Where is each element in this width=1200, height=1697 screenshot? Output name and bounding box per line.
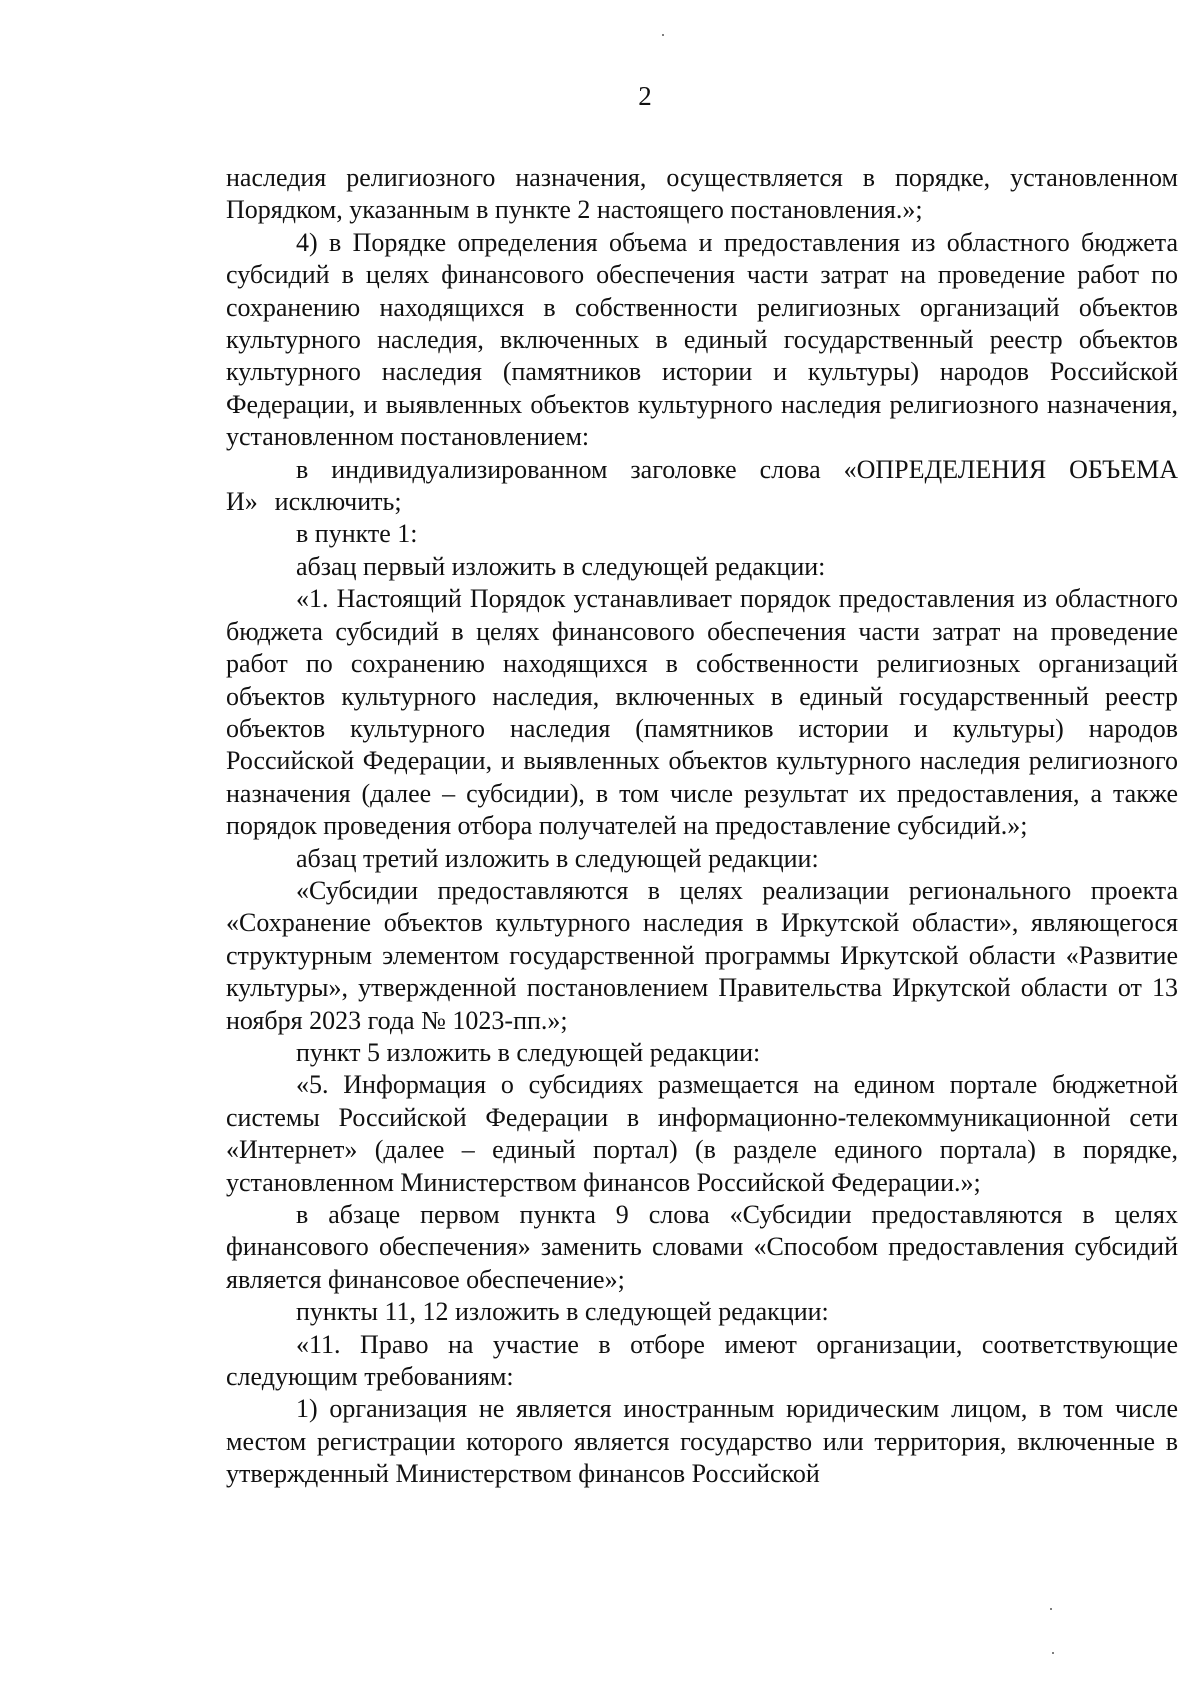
scan-speck [1052, 1652, 1054, 1654]
paragraph-item-4: 4) в Порядке определения объема и предоставления из областного бюджета субсидий в целях финансового обеспечения части затрат на проведение работ по сохранению находящихся в собственности религиозных организаций объектов культурного наследия, включенных в единый государственный реестр объектов культурного наследия (памятников истории и культуры) народов Российской Федерации, и выявленных объектов культурного наследия религиозного назначения, установленном постановлением: [226, 227, 1178, 452]
scan-speck [662, 34, 664, 36]
paragraph-point-1: в пункте 1: [296, 519, 418, 549]
paragraph-quote-1: «1. Настоящий Порядок устанавливает порядок предоставления из областного бюджета субсидий в целях финансового обеспечения части затрат на проведение работ по сохранению находящихся в собственности религиозных организаций объектов культурного наследия, включенных в единый государственный реестр объектов культурного наследия (памятников истории и культуры) народов Российской Федерации, и выявленных объектов культурного наследия религиозного назначения (далее – субсидии), в том числе результат их предоставления, а также порядок проведения отбора получателей на предоставление субсидий.»; [226, 584, 1178, 841]
paragraph-quote-11: «11. Право на участие в отборе имеют организации, соответствующие следующим требованиям: [226, 1329, 1178, 1392]
paragraph-quote-5: «5. Информация о субсидиях размещается на едином портале бюджетной системы Российской Федерации в информационно-телекоммуникационной сети «Интернет» (далее – единый портал) (в разделе единого портала) в порядке, установленном Министерством финансов Российской Федерации.»; [226, 1070, 1178, 1197]
paragraph-point-5: пункт 5 изложить в следующей редакции: [296, 1037, 761, 1067]
page-number: 2 [638, 81, 652, 111]
paragraph-third-abzac: абзац третий изложить в следующей редакции: [296, 843, 819, 873]
paragraph-requirement-1: 1) организация не является иностранным юридическим лицом, в том числе местом регистрации которого является государство или территория, включенные в утвержденный Министерством финансов Российской [226, 1394, 1178, 1489]
scan-speck [1050, 1608, 1052, 1610]
paragraph-quote-subsidies: «Субсидии предоставляются в целях реализации регионального проекта «Сохранение объектов культурного наследия в Иркутской области», являющегося структурным элементом государственной программы Иркутской области «Развитие культуры», утвержденной постановлением Правительства Иркутской области от 13 ноября 2023 года № 1023-пп.»; [226, 875, 1178, 1035]
document-body [226, 162, 1178, 1491]
paragraph-continuation: наследия религиозного назначения, осуществляется в порядке, установленном Порядком, указанным в пункте 2 настоящего постановления.»; [226, 163, 1178, 225]
paragraph-points-11-12: пункты 11, 12 изложить в следующей редакции: [296, 1297, 829, 1327]
paragraph-point-9: в абзаце первом пункта 9 слова «Субсидии предоставляются в целях финансового обеспечения» заменить словами «Способом предоставления субсидий является финансовое обеспечение»; [226, 1200, 1178, 1294]
paragraph-first-abzac: абзац первый изложить в следующей редакции: [296, 551, 826, 581]
paragraph-title-change: в индивидуализированном заголовке слова «ОПРЕДЕЛЕНИЯ ОБЪЕМА И» исключить; [226, 454, 1178, 517]
